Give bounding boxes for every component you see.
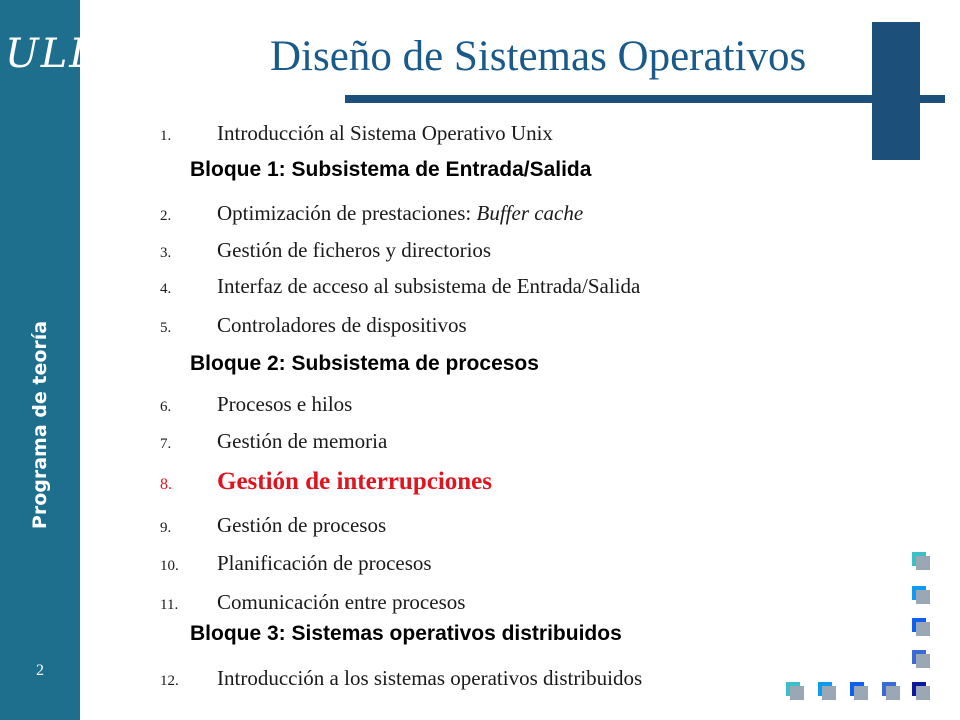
- item-number: 3.: [160, 245, 172, 261]
- item-number: 11.: [160, 597, 179, 613]
- decorative-square: [912, 682, 926, 696]
- decorative-square: [850, 682, 864, 696]
- item-text: Planificación de procesos: [217, 551, 432, 575]
- title-underline: [345, 95, 945, 103]
- item-number: 2.: [160, 208, 172, 224]
- page-number: 2: [36, 662, 44, 679]
- decorative-square: [818, 682, 832, 696]
- item-number: 1.: [160, 128, 172, 144]
- item-number: 9.: [160, 520, 172, 536]
- ull-logo: ULL: [5, 31, 98, 77]
- slide-title: Diseño de Sistemas Operativos: [270, 33, 807, 80]
- item-number: 5.: [160, 320, 172, 336]
- item-number: 6.: [160, 399, 172, 415]
- item-text: Introducción al Sistema Operativo Unix: [217, 121, 553, 145]
- item-text: Interfaz de acceso al subsistema de Entrada/Salida: [217, 274, 641, 298]
- decorative-square: [912, 552, 926, 566]
- decorative-square: [882, 682, 896, 696]
- item-text: Gestión de interrupciones: [217, 468, 492, 495]
- decorative-square: [912, 650, 926, 664]
- item-text: Comunicación entre procesos: [217, 590, 466, 614]
- decorative-square: [786, 682, 800, 696]
- item-text: Introducción a los sistemas operativos distribuidos: [217, 666, 643, 690]
- decorative-square: [912, 618, 926, 632]
- item-text-italic: Buffer cache: [476, 201, 584, 225]
- item-text: Gestión de ficheros y directorios: [217, 238, 492, 262]
- decorative-square: [912, 586, 926, 600]
- block-heading-text: Bloque 2: Subsistema de procesos: [190, 352, 539, 375]
- item-text: Gestión de memoria: [217, 429, 388, 453]
- item-text: Procesos e hilos: [217, 392, 353, 416]
- block-heading-text: Bloque 1: Subsistema de Entrada/Salida: [190, 158, 592, 181]
- item-number: 10.: [160, 558, 179, 574]
- item-text: Optimización de prestaciones: Buffer cache: [217, 201, 584, 225]
- item-number: 8.: [160, 476, 172, 493]
- title-accent-block: [872, 22, 920, 160]
- vertical-section-title: Programa de teoría: [29, 320, 51, 530]
- item-number: 4.: [160, 281, 172, 297]
- item-text: Gestión de procesos: [217, 513, 387, 537]
- item-text: Controladores de dispositivos: [217, 313, 467, 337]
- sidebar: [0, 0, 98, 720]
- item-number: 7.: [160, 436, 172, 452]
- block-heading-text: Bloque 3: Sistemas operativos distribuidos: [190, 622, 622, 645]
- item-number: 12.: [160, 673, 179, 689]
